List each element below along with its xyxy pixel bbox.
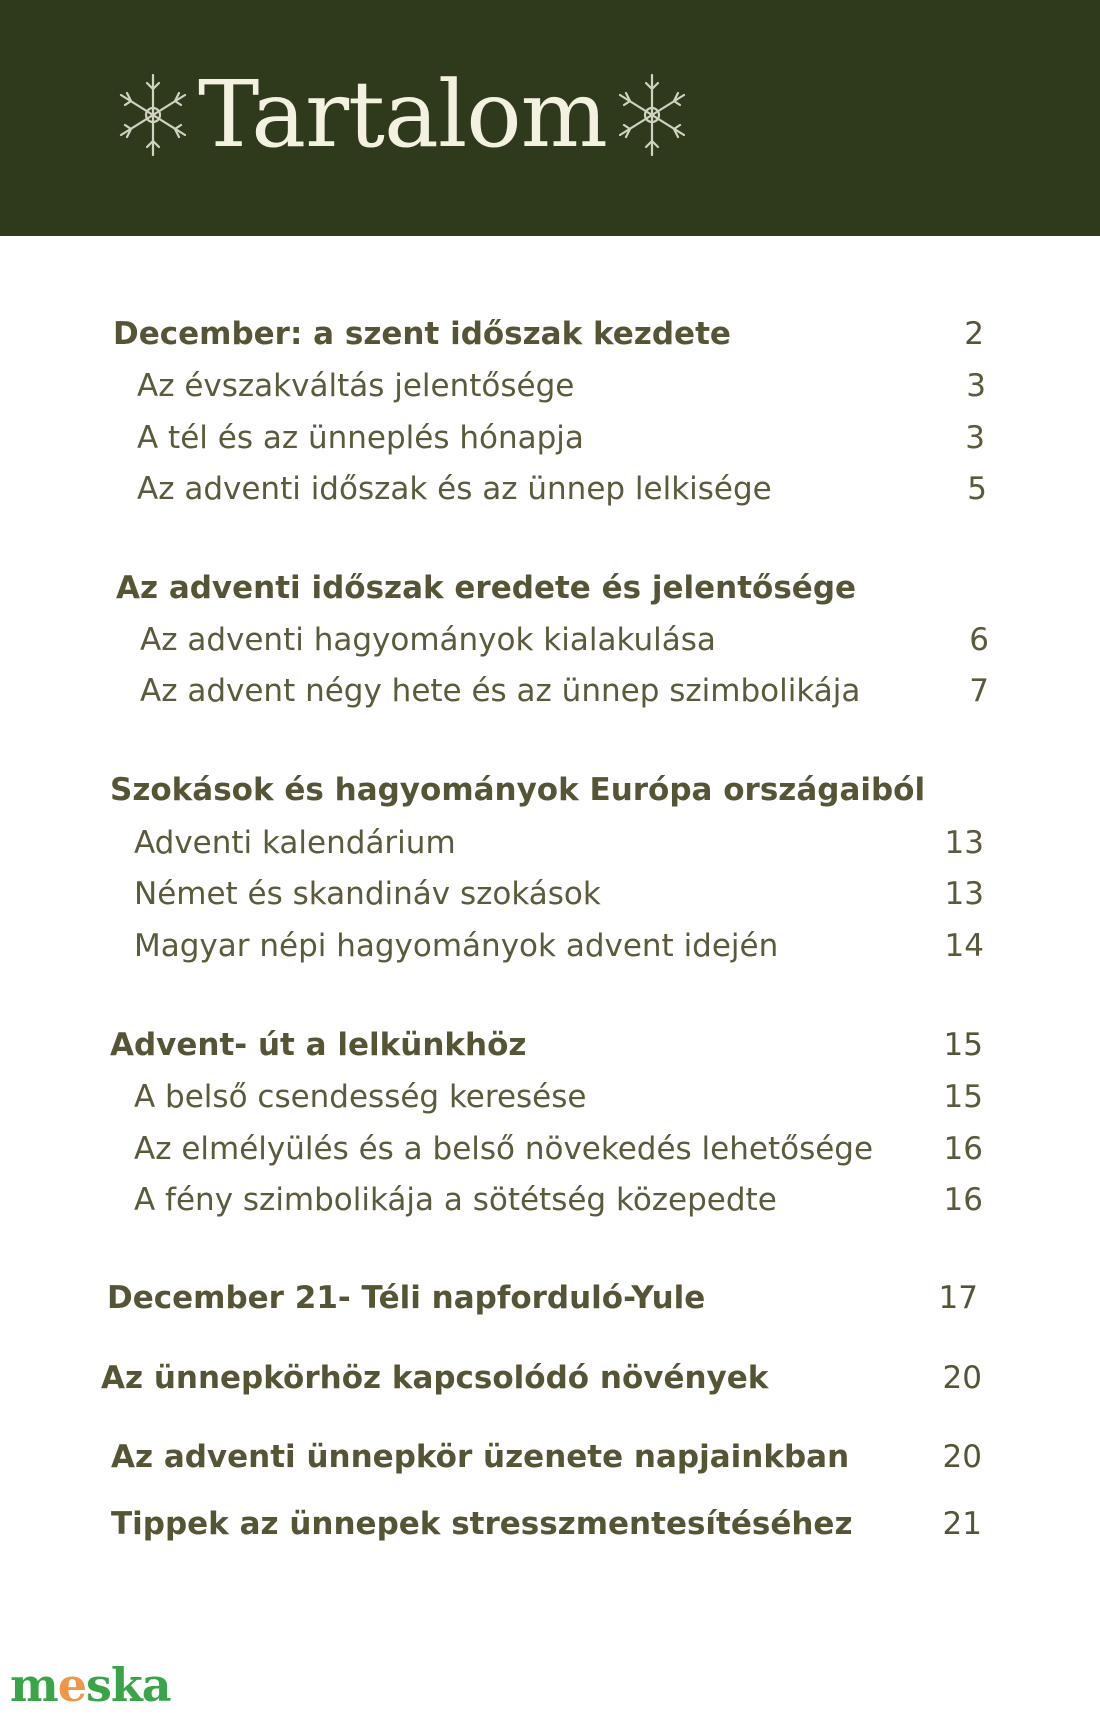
toc-entry-page: 14 [944, 928, 984, 964]
toc-entry-page: 13 [944, 876, 984, 912]
toc-entry[interactable] [0, 1129, 1100, 1169]
toc-entry[interactable] [0, 926, 1100, 966]
toc-entry[interactable] [0, 469, 1100, 509]
toc-entry-page: 5 [967, 471, 987, 507]
toc-entry[interactable] [0, 1025, 1100, 1065]
toc-entry-label: Adventi kalendárium [134, 825, 456, 861]
snowflake-icon [617, 72, 687, 158]
toc-entry-label: Advent- út a lelkünkhöz [110, 1027, 527, 1063]
toc-entry-page: 20 [942, 1439, 982, 1475]
toc-entry-label: Az elmélyülés és a belső növekedés lehetősége [134, 1131, 874, 1167]
toc-entry[interactable] [0, 770, 1100, 810]
toc-entry[interactable] [0, 1180, 1100, 1220]
toc-entry[interactable] [0, 874, 1100, 914]
toc-entry-label: A tél és az ünneplés hónapja [137, 420, 584, 456]
toc-entry-page: 3 [966, 368, 986, 404]
toc-entry-page: 7 [969, 673, 989, 709]
toc-entry-label: Az adventi időszak eredete és jelentősége [116, 570, 857, 606]
toc-entry-label: December 21- Téli napforduló-Yule [107, 1280, 706, 1316]
meska-logo: meska [10, 1658, 171, 1712]
toc-entry[interactable] [0, 1437, 1100, 1477]
toc-entry-page: 21 [942, 1506, 982, 1542]
toc-entry-page: 16 [943, 1182, 983, 1218]
toc-entry[interactable] [0, 366, 1100, 406]
toc-entry-label: Az advent négy hete és az ünnep szimbolikája [140, 673, 861, 709]
toc-entry[interactable] [0, 1504, 1100, 1544]
toc-entry[interactable] [0, 1358, 1100, 1398]
toc-entry-label: Tippek az ünnepek stresszmentesítéséhez [111, 1506, 853, 1542]
toc-entry-page: 13 [944, 825, 984, 861]
toc-entry-label: Német és skandináv szokások [134, 876, 601, 912]
page-title: Tartalom [198, 61, 607, 168]
toc-entry-label: Az ünnepkörhöz kapcsolódó növények [101, 1360, 769, 1396]
header-banner [0, 0, 1100, 236]
toc-entry[interactable] [0, 671, 1100, 711]
toc-entry[interactable] [0, 620, 1100, 660]
toc-entry-label: A belső csendesség keresése [134, 1079, 587, 1115]
toc-entry[interactable] [0, 1278, 1100, 1318]
toc-entry[interactable] [0, 823, 1100, 863]
toc-entry-page: 6 [969, 622, 989, 658]
toc-entry-page: 20 [942, 1360, 982, 1396]
snowflake-icon [118, 72, 188, 158]
toc-entry[interactable] [0, 418, 1100, 458]
toc-entry-page: 2 [964, 316, 984, 352]
toc-entry-label: Az adventi hagyományok kialakulása [140, 622, 716, 658]
toc-entry-label: Az adventi ünnepkör üzenete napjainkban [111, 1439, 850, 1475]
toc-entry[interactable] [0, 568, 1100, 608]
toc-entry[interactable] [0, 314, 1100, 354]
toc-entry[interactable] [0, 1077, 1100, 1117]
toc-entry-label: Az évszakváltás jelentősége [137, 368, 575, 404]
title-wrap [118, 60, 687, 170]
toc-entry-label: December: a szent időszak kezdete [113, 316, 731, 352]
toc-entry-label: Magyar népi hagyományok advent idején [134, 928, 779, 964]
toc-entry-label: Az adventi időszak és az ünnep lelkisége [137, 471, 772, 507]
toc-entry-label: A fény szimbolikája a sötétség közepedte [134, 1182, 777, 1218]
toc-entry-page: 16 [943, 1131, 983, 1167]
toc-entry-page: 3 [965, 420, 985, 456]
toc-entry-page: 15 [943, 1079, 983, 1115]
toc-entry-label: Szokások és hagyományok Európa országaiból [110, 772, 926, 808]
toc-entry-page: 17 [938, 1280, 978, 1316]
toc-entry-page: 15 [943, 1027, 983, 1063]
